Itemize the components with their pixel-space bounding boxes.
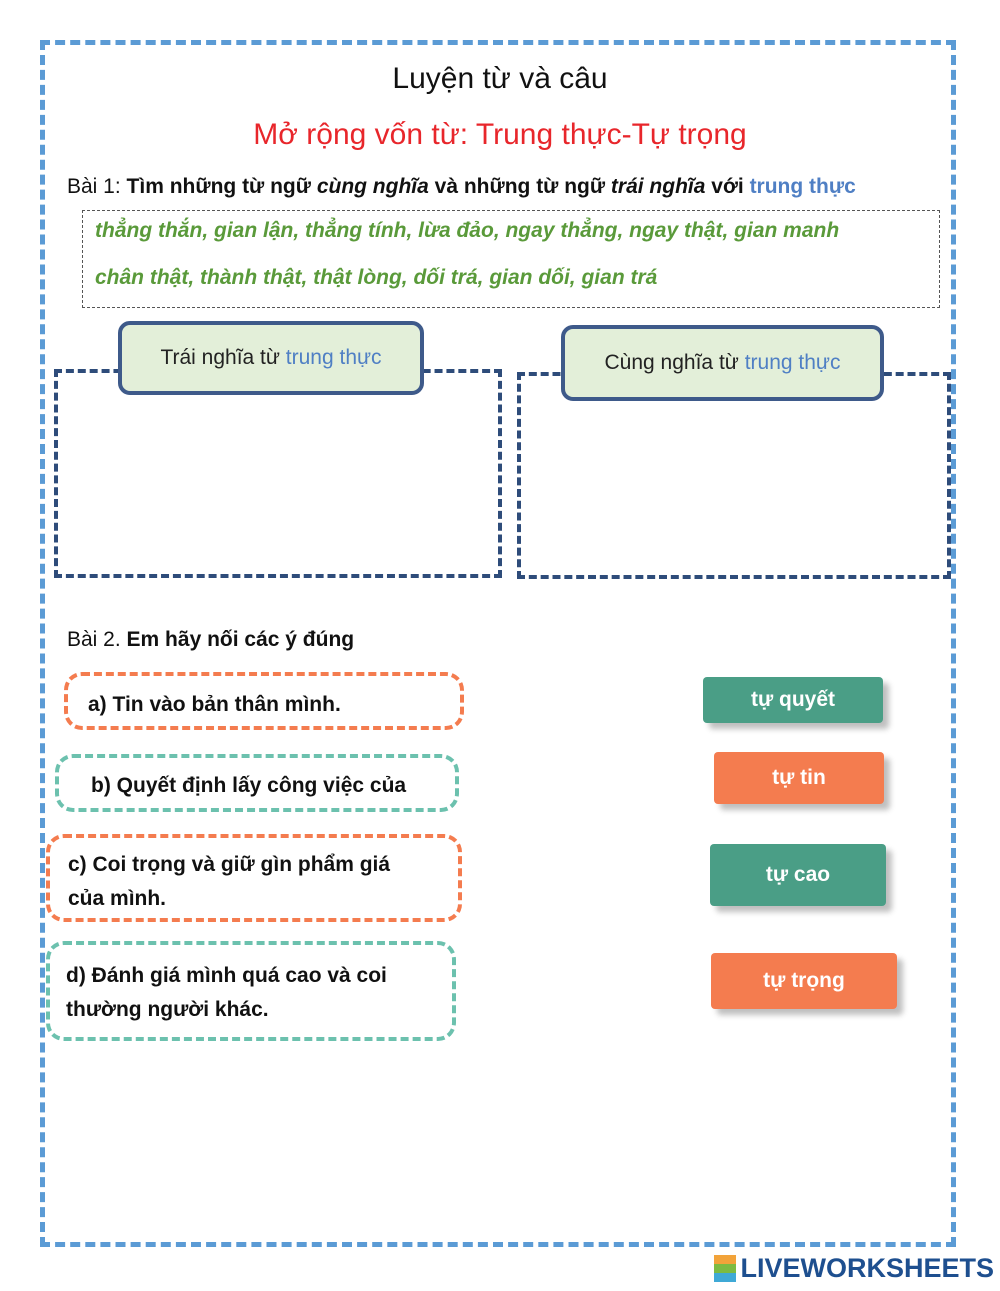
answer-tu-quyet[interactable]: tự quyết [703, 677, 883, 723]
exercise1-text-c: với [705, 175, 750, 198]
match-item-text: d) Đánh giá mình quá cao và coi [66, 964, 387, 987]
answer-tu-trong[interactable]: tự trọng [711, 953, 897, 1009]
word-bank-line[interactable]: chân thật, thành thật, thật lòng, dối trá, gian dối, gian trá [95, 266, 658, 289]
word-bank-line[interactable]: thẳng thắn, gian lận, thẳng tính, lừa đảo, ngay thẳng, ngay thật, gian manh [95, 219, 840, 242]
match-item-text: thường người khác. [66, 998, 269, 1021]
match-item-a[interactable] [64, 672, 464, 730]
liveworksheets-logo-icon [714, 1255, 736, 1283]
exercise2-instruction [67, 628, 354, 652]
antonym-drop-zone[interactable] [54, 369, 502, 578]
synonym-label [561, 325, 884, 401]
logo-mark-stripe [714, 1255, 736, 1264]
exercise2-text: Em hãy nối các ý đúng [126, 628, 355, 651]
match-item-text: a) Tin vào bản thân mình. [88, 693, 341, 716]
match-item-c[interactable] [46, 834, 462, 922]
lesson-subtitle: Mở rộng vốn từ: Trung thực-Tự trọng [253, 118, 747, 151]
exercise1-text-a: Tìm những từ ngữ [126, 175, 317, 198]
synonym-label-keyword: trung thực [744, 351, 841, 374]
match-item-d[interactable] [46, 941, 456, 1041]
exercise1-emphasis-synonym: cùng nghĩa [316, 175, 429, 198]
exercise2-prefix: Bài 2. [67, 628, 127, 651]
lesson-title: Luyện từ và câu [392, 62, 608, 95]
word-bank [82, 210, 940, 308]
answer-tu-cao[interactable]: tự cao [710, 844, 886, 906]
answer-tu-tin[interactable]: tự tin [714, 752, 884, 804]
antonym-label-keyword: trung thực [285, 346, 382, 369]
logo-text: LIVEWORKSHEETS [740, 1253, 994, 1283]
match-item-text: của mình. [68, 887, 167, 910]
logo-mark-stripe [714, 1273, 736, 1282]
synonym-drop-zone[interactable] [517, 372, 951, 579]
match-item-text: b) Quyết định lấy công việc của [91, 774, 407, 797]
antonym-label [118, 321, 424, 395]
synonym-label-text: Cùng nghĩa từ [604, 351, 739, 374]
exercise1-emphasis-antonym: trái nghĩa [610, 175, 706, 198]
liveworksheets-logo [714, 1253, 994, 1284]
logo-mark-stripe [714, 1264, 736, 1273]
antonym-label-text: Trái nghĩa từ [160, 346, 280, 369]
match-item-text: c) Coi trọng và giữ gìn phẩm giá [68, 853, 391, 876]
exercise1-text-b: và những từ ngữ [428, 175, 611, 198]
match-item-b[interactable] [55, 754, 459, 812]
exercise1-keyword: trung thực [749, 175, 856, 198]
exercise1-prefix: Bài 1: [67, 175, 127, 198]
exercise1-instruction [67, 175, 856, 199]
